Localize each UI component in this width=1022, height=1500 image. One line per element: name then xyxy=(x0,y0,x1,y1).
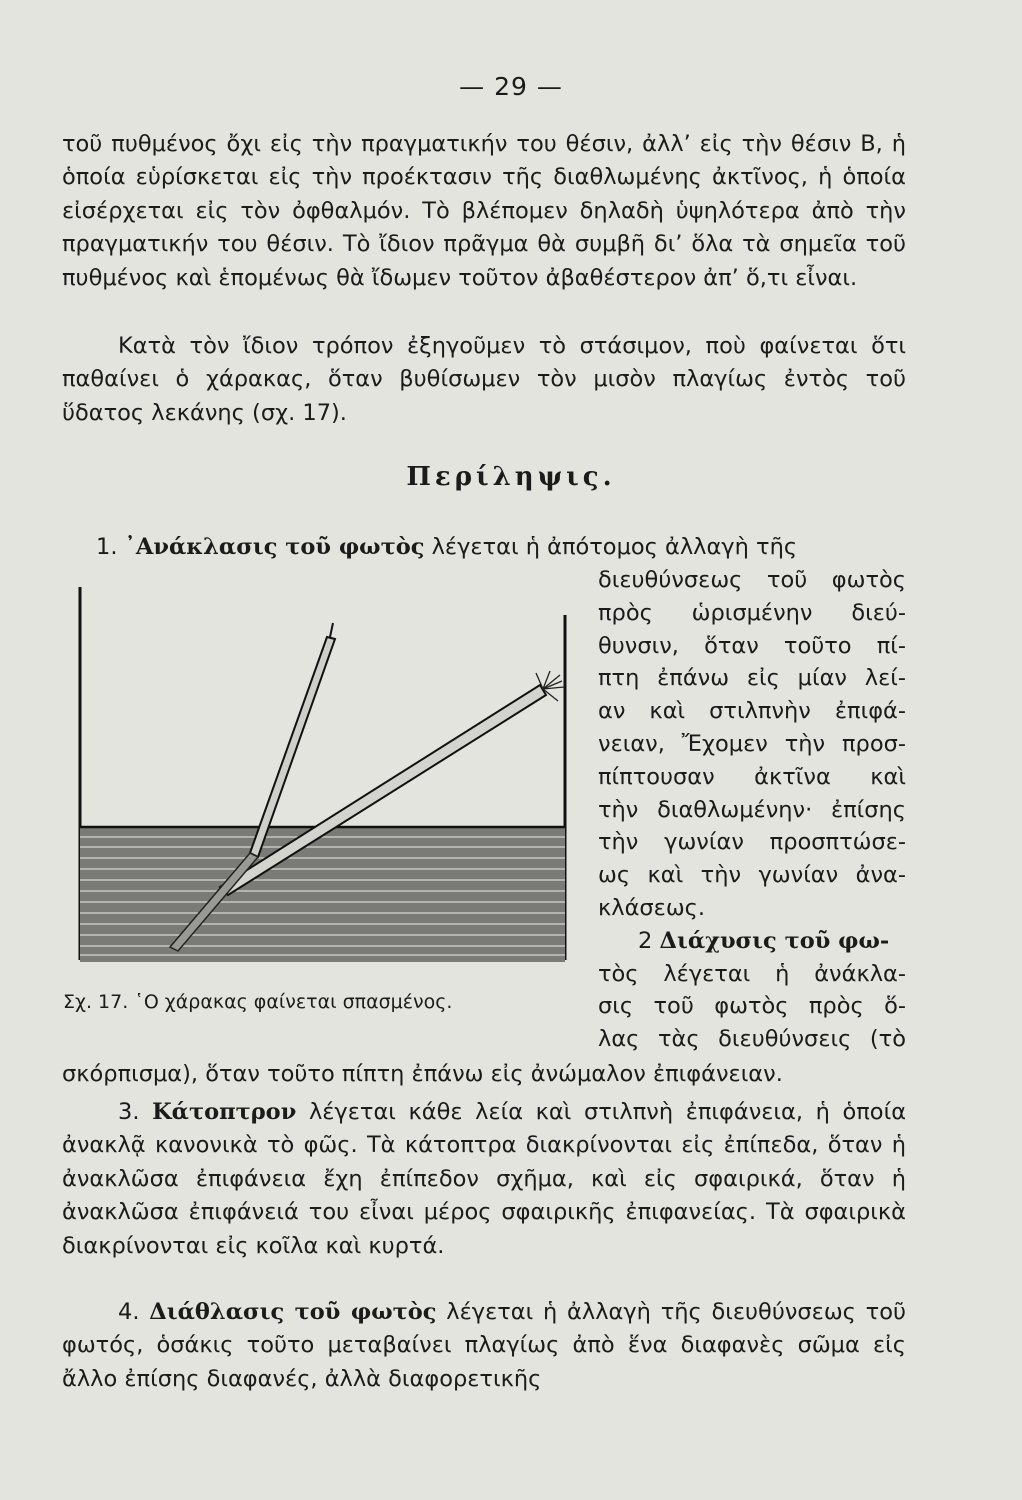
figure-17 xyxy=(70,575,578,970)
item1-line: αν καὶ στιλπνὴν ἐπιφά- xyxy=(598,698,906,725)
item1-line: πίπτουσαν ἀκτῖνα καὶ xyxy=(598,763,906,790)
item2-number: 2 xyxy=(638,927,653,954)
item3-number: 3. xyxy=(118,1099,140,1125)
intro-paragraph: τοῦ πυθμένος ὄχι εἰς τὴν πραγματικήν του θέσιν, ἀλλ’ εἰς τὴν θέσιν Β, ἡ ὁποία εὑρίσκεται εἰς τὴν προέκτασιν τῆς διαθλωμένης ἀκτῖνος, ἡ ὁποία εἰσέρχεται εἰς τὸν ὀφθαλμόν. Τὸ βλέπομεν δηλαδὴ ὑψηλότερα ἀπὸ τὴν πραγματικήν του θέσιν. Τὸ ἴδιον πρᾶγμα θὰ συμβῆ δι’ ὅλα τὰ σημεῖα τοῦ πυθμένος καὶ ἑπομένως θὰ ἴδωμεν τοῦτον ἀβαθέστερον ἀπ’ ὅ,τι εἶναι. xyxy=(62,131,906,291)
item4-text: λέγεται ἡ ἀλλαγὴ τῆς διευθύνσεως τοῦ φωτός, ὁσάκις τοῦτο μεταβαίνει πλαγίως ἀπὸ ἕνα διαφανὲς σῶμα εἰς ἄλλο ἐπίσης διαφανές, ἀλλὰ διαφορετικῆς xyxy=(62,1299,906,1392)
item1-column xyxy=(598,564,906,1056)
ruler-in-water-illustration xyxy=(70,575,578,970)
item1-first-line-rest: λέγεται ἡ ἀπότομος ἀλλαγὴ τῆς xyxy=(431,534,798,560)
item1-line: νειαν, Ἔχομεν τὴν προσ- xyxy=(598,730,906,757)
item1-line: πτη ἐπάνω εἰς μίαν λεί- xyxy=(598,665,906,692)
item3-paragraph xyxy=(62,1096,906,1263)
item4-paragraph xyxy=(62,1296,906,1396)
item4-number: 4. xyxy=(118,1299,140,1325)
item1-line: τὴν γωνίαν προσπτώσε- xyxy=(598,829,906,856)
item2-first-line xyxy=(598,925,906,958)
item3-term: Κάτοπτρον xyxy=(152,1099,297,1125)
second-paragraph: Κατὰ τὸν ἴδιον τρόπον ἐξηγοῦμεν τὸ στάσιμον, ποὺ φαίνεται ὅτι παθαίνει ὁ χάρακας, ὅταν βυθίσωμεν τὸν μισὸν πλαγίως ἐντὸς τοῦ ὕδατος λεκάνης (σχ. 17). xyxy=(62,333,906,426)
item1-line: κλάσεως. xyxy=(598,894,706,921)
item1-term: ᾿Ανάκλασις τοῦ φωτὸς xyxy=(124,534,425,560)
item4-term: Διάθλασις τοῦ φωτὸς xyxy=(149,1299,437,1325)
item1-line: πρὸς ὡρισμένην διεύ- xyxy=(598,599,906,626)
item2-line: σις τοῦ φωτὸς πρὸς ὅ- xyxy=(598,993,906,1020)
summary-heading: Περίληψις. xyxy=(406,462,616,492)
item1-line: ως καὶ τὴν γωνίαν ἀνα- xyxy=(598,862,906,889)
item1-first-line xyxy=(96,531,906,564)
item3-text: λέγεται κάθε λεία καὶ στιλπνὴ ἐπιφάνεια, ἡ ὁποία ἀνακλᾷ κανονικὰ τὸ φῶς. Τὰ κάτοπτρα διακρίνονται εἰς ἐπίπεδα, ὅταν ἡ ἀνακλῶσα ἐπιφάνεια ἔχη ἐπίπεδον σχῆμα, καὶ εἰς σφαιρικά, ὅταν ἡ ἀνακλῶσα ἐπιφάνειά του εἶναι μέρος σφαιρικῆς ἐπιφανείας. Τὰ σφαιρικὰ διακρίνονται εἰς κοῖλα καὶ κυρτά. xyxy=(62,1099,907,1259)
item2-line: τὸς λέγεται ἡ ἀνάκλα- xyxy=(598,960,906,987)
item2-continuation: σκόρπισμα), ὅταν τοῦτο πίπτη ἐπάνω εἰς ἀνώμαλον ἐπιφάνειαν. xyxy=(62,1061,783,1087)
item2-term: Διάχυσις τοῦ φω- xyxy=(659,927,890,954)
item1-line: θυνσιν, ὅταν τοῦτο πί- xyxy=(598,632,906,659)
item1-line: διευθύνσεως τοῦ φωτὸς xyxy=(598,567,906,593)
item2-line: λας τὰς διευθύνσεις (τὸ xyxy=(598,1026,906,1053)
figure-caption: Σχ. 17. ῾Ο χάρακας φαίνεται σπασμένος. xyxy=(63,991,453,1013)
ruler-tip xyxy=(330,623,333,637)
item1-line: τὴν διαθλωμένην· ἐπίσης xyxy=(598,796,906,823)
item1-number: 1. xyxy=(96,534,118,560)
page-number: — 29 — xyxy=(459,72,563,101)
